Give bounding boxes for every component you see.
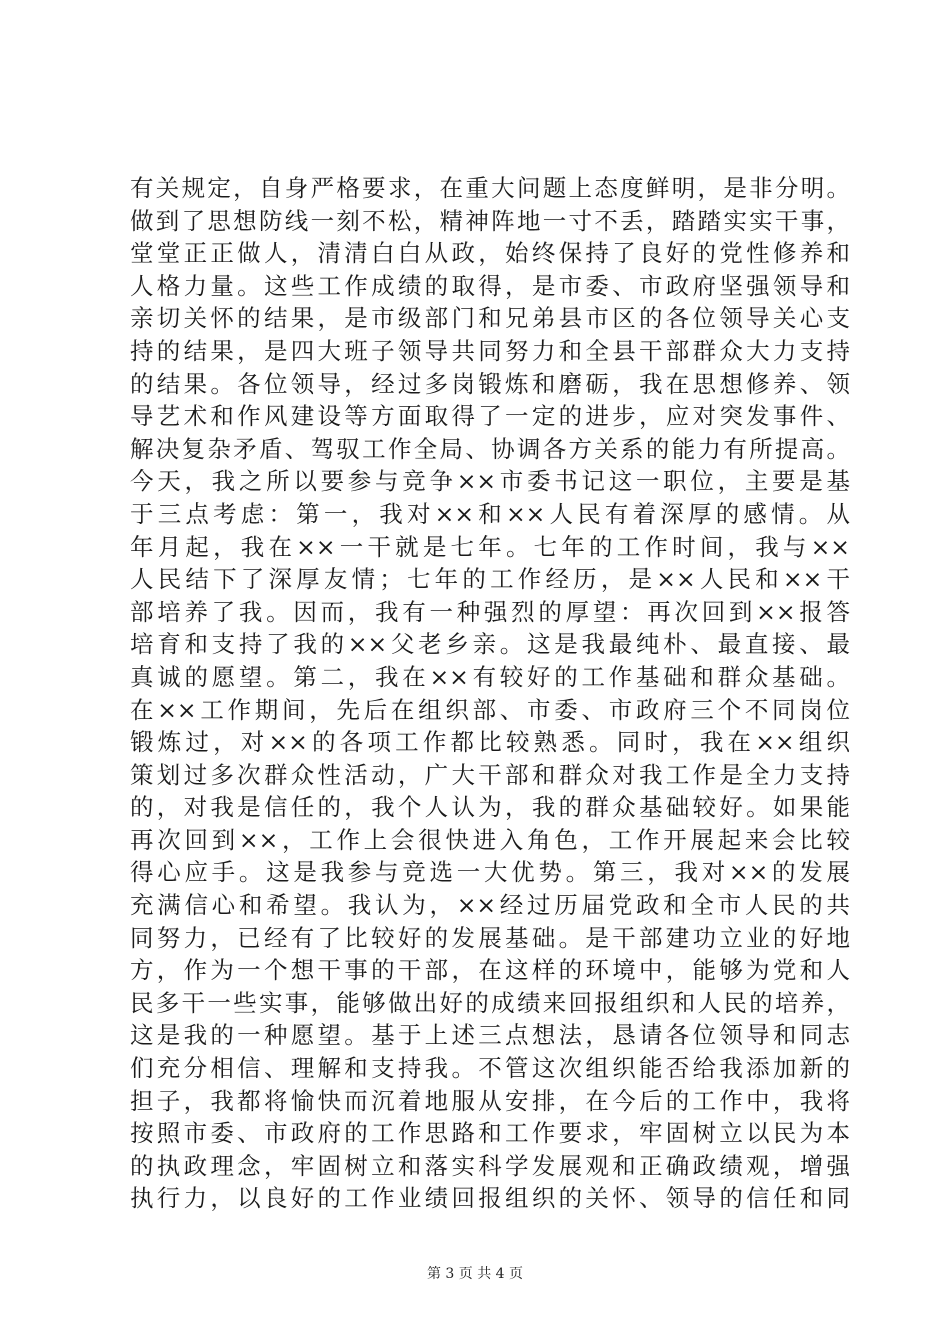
text-line: 有关规定，自身严格要求，在重大问题上态度鲜明，是非分明。 xyxy=(130,174,850,202)
text-line: 部培养了我。因而，我有一种强烈的厚望：再次回到××报答 xyxy=(130,597,850,626)
text-line: 再次回到××，工作上会很快进入角色，工作开展起来会比较 xyxy=(130,825,850,854)
text-line: 方，作为一个想干事的干部，在这样的环境中，能够为党和人 xyxy=(130,956,850,985)
text-line: 按照市委、市政府的工作思路和工作要求，牢固树立以民为本 xyxy=(130,1119,850,1148)
text-line: 于三点考虑：第一，我对××和××人民有着深厚的感情。从 xyxy=(130,499,850,528)
text-line: 执行力，以良好的工作业绩回报组织的关怀、领导的信任和同 xyxy=(130,1184,850,1213)
text-line: 这是我的一种愿望。基于上述三点想法，恳请各位领导和同志 xyxy=(130,1021,850,1050)
text-line: 人民结下了深厚友情；七年的工作经历，是××人民和××干 xyxy=(130,565,850,594)
text-line: 担子，我都将愉快而沉着地服从安排，在今后的工作中，我将 xyxy=(130,1086,850,1115)
text-line: 年月起，我在××一干就是七年。七年的工作时间，我与×× xyxy=(130,532,850,561)
page-footer: 第 3 页 共 4 页 xyxy=(426,1266,524,1282)
text-line: 堂堂正正做人，清清白白从政，始终保持了良好的党性修养和 xyxy=(130,239,850,268)
text-line: 亲切关怀的结果，是市级部门和兄弟县市区的各位领导关心支 xyxy=(130,304,850,333)
text-line: 得心应手。这是我参与竞选一大优势。第三，我对××的发展 xyxy=(130,858,850,887)
text-line: 真诚的愿望。第二，我在××有较好的工作基础和群众基础。 xyxy=(130,662,850,691)
body-text xyxy=(130,172,850,1215)
text-line: 今天，我之所以要参与竞争××市委书记这一职位，主要是基 xyxy=(130,467,850,496)
text-line: 做到了思想防线一刻不松，精神阵地一寸不丢，踏踏实实干事， xyxy=(130,206,850,235)
text-line: 人格力量。这些工作成绩的取得，是市委、市政府坚强领导和 xyxy=(130,271,850,300)
text-line: 们充分相信、理解和支持我。不管这次组织能否给我添加新的 xyxy=(130,1054,850,1083)
text-line: 的执政理念，牢固树立和落实科学发展观和正确政绩观，增强 xyxy=(130,1151,850,1180)
text-line: 充满信心和希望。我认为，××经过历届党政和全市人民的共 xyxy=(130,891,850,920)
text-line: 的，对我是信任的，我个人认为，我的群众基础较好。如果能 xyxy=(130,793,850,822)
text-line: 持的结果，是四大班子领导共同努力和全县干部群众大力支持 xyxy=(130,336,850,365)
text-line: 策划过多次群众性活动，广大干部和群众对我工作是全力支持 xyxy=(130,760,850,789)
text-line: 培育和支持了我的××父老乡亲。这是我最纯朴、最直接、最 xyxy=(130,630,850,659)
text-line: 民多干一些实事，能够做出好的成绩来回报组织和人民的培养， xyxy=(130,988,850,1017)
text-line: 在××工作期间，先后在组织部、市委、市政府三个不同岗位 xyxy=(130,695,850,724)
text-line: 的结果。各位领导，经过多岗锻炼和磨砺，我在思想修养、领 xyxy=(130,369,850,398)
text-line: 锻炼过，对××的各项工作都比较熟悉。同时，我在××组织 xyxy=(130,728,850,757)
text-line: 导艺术和作风建设等方面取得了一定的进步，应对突发事件、 xyxy=(130,402,850,431)
text-line: 解决复杂矛盾、驾驭工作全局、协调各方关系的能力有所提高。 xyxy=(130,434,850,463)
text-line: 同努力，已经有了比较好的发展基础。是干部建功立业的好地 xyxy=(130,923,850,952)
